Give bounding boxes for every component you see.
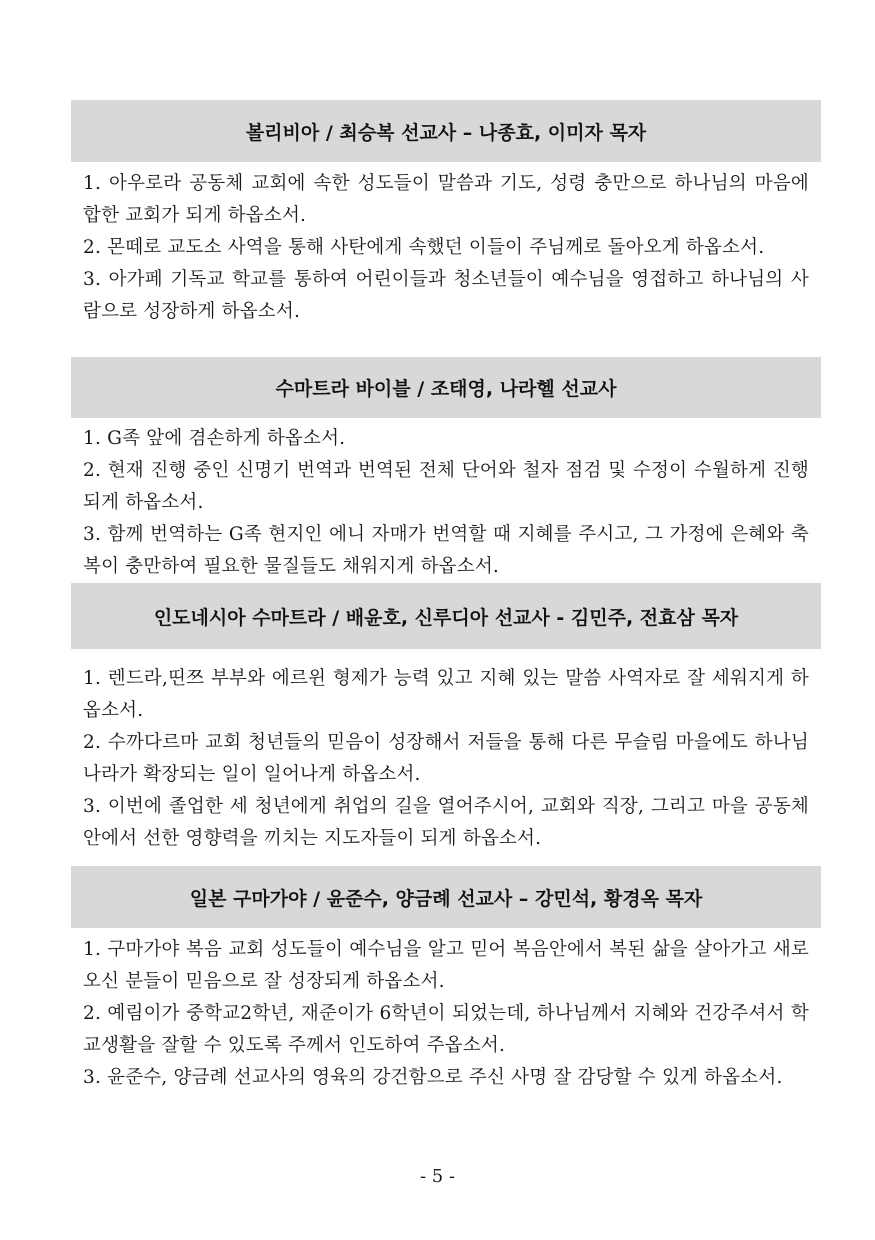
section-title: 인도네시아 수마트라 / 배윤호, 신루디아 선교사 - 김민주, 전효삼 목자	[153, 606, 739, 629]
section-bolivia	[71, 100, 821, 328]
section-title: 수마트라 바이블 / 조태영, 나라헬 선교사	[275, 378, 617, 400]
prayer-item: 3. 이번에 졸업한 세 청년에게 취업의 길을 열어주시어, 교회와 직장, 그리고 마을 공동체 안에서 선한 영향력을 끼치는 지도자들이 되게 하옵소서.	[83, 796, 809, 849]
section-body	[71, 162, 821, 328]
prayer-item: 1. 구마가야 복음 교회 성도들이 예수님을 알고 믿어 복음안에서 복된 삶을 살아가고 새로 오신 분들이 믿음으로 잘 성장되게 하옵소서.	[83, 939, 809, 992]
prayer-item: 3. 윤준수, 양금례 선교사의 영육의 강건함으로 주신 사명 잘 감당할 수 있게 하옵소서.	[83, 1067, 783, 1088]
section-title: 일본 구마가야 / 윤준수, 양금례 선교사 – 강민석, 황경옥 목자	[189, 887, 703, 910]
section-header	[71, 100, 821, 162]
prayer-item: 2. 현재 진행 중인 신명기 번역과 번역된 전체 단어와 철자 점검 및 수정이 수월하게 진행되게 하옵소서.	[83, 460, 809, 513]
page-number: - 5 -	[419, 1166, 456, 1187]
prayer-item: 1. 렌드라,띤쯔 부부와 에르윈 형제가 능력 있고 지혜 있는 말씀 사역자로 잘 세워지게 하옵소서.	[83, 668, 809, 721]
section-title: 볼리비아 / 최승복 선교사 – 나종효, 이미자 목자	[245, 121, 647, 144]
section-japan-kumagaya	[71, 866, 821, 1094]
section-body	[71, 928, 821, 1094]
section-header	[71, 866, 821, 928]
prayer-item: 1. G족 앞에 겸손하게 하옵소서.	[83, 428, 346, 449]
section-indonesia-sumatra	[71, 583, 821, 855]
prayer-item: 1. 아우로라 공동체 교회에 속한 성도들이 말씀과 기도, 성령 충만으로 하나님의 마음에 합한 교회가 되게 하옵소서.	[83, 173, 809, 226]
prayer-item: 2. 예림이가 중학교2학년, 재준이가 6학년이 되었는데, 하나님께서 지혜와 건강주셔서 학교생활을 잘할 수 있도록 주께서 인도하여 주옵소서.	[83, 1003, 809, 1056]
prayer-item: 2. 몬떼로 교도소 사역을 통해 사탄에게 속했던 이들이 주님께로 돌아오게 하옵소서.	[83, 237, 765, 258]
prayer-item: 2. 수까다르마 교회 청년들의 믿음이 성장해서 저들을 통해 다른 무슬림 마을에도 하나님 나라가 확장되는 일이 일어나게 하옵소서.	[83, 732, 809, 785]
section-header	[71, 583, 821, 649]
section-sumatra-bible	[71, 357, 821, 583]
section-body	[71, 418, 821, 583]
section-header	[71, 357, 821, 418]
section-body	[71, 649, 821, 855]
prayer-item: 3. 아가페 기독교 학교를 통하여 어린이들과 청소년들이 예수님을 영접하고 하나님의 사람으로 성장하게 하옵소서.	[83, 269, 809, 322]
prayer-item: 3. 함께 번역하는 G족 현지인 에니 자매가 번역할 때 지혜를 주시고, 그 가정에 은혜와 축복이 충만하여 필요한 물질들도 채워지게 하옵소서.	[83, 524, 809, 577]
